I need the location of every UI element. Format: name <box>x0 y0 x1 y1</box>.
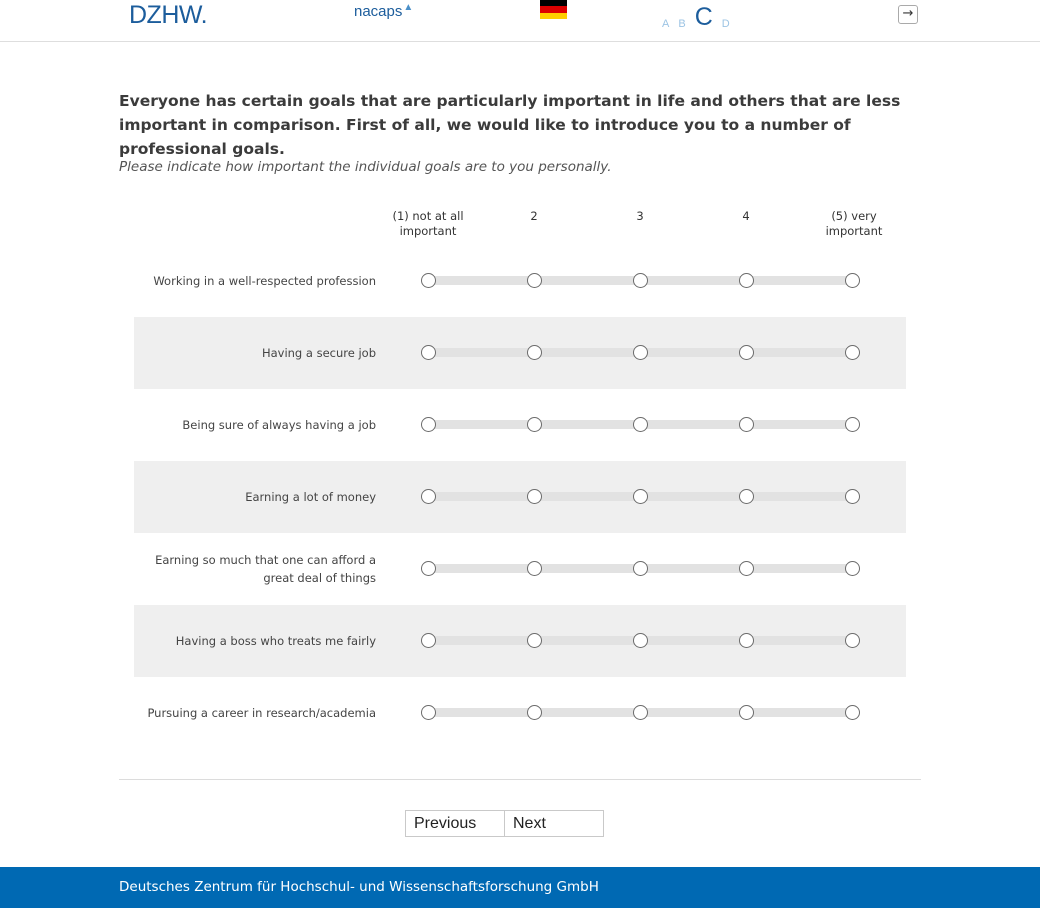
flag-stripe-gold <box>540 13 567 19</box>
radio-option-1[interactable] <box>421 273 436 288</box>
footer-text: Deutsches Zentrum für Hochschul- und Wissenschaftsforschung GmbH <box>119 879 599 895</box>
next-button[interactable]: Next <box>504 810 604 837</box>
item-label: Having a secure job <box>261 346 376 360</box>
radio-option-2[interactable] <box>527 489 542 504</box>
radio-option-1[interactable] <box>421 345 436 360</box>
table-row <box>134 389 906 461</box>
nacaps-logo-text: nacaps <box>354 3 403 20</box>
scale-header-1: (1) not at all important <box>392 209 464 238</box>
radio-option-4[interactable] <box>739 561 754 576</box>
question-intro: Everyone has certain goals that are particularly important in life and others that are less important in comparison. First of all, we would like to introduce you to a number of professional goals. <box>119 92 901 158</box>
item-label: Being sure of always having a job <box>182 418 376 432</box>
font-size-a[interactable]: A <box>662 18 670 30</box>
radio-option-4[interactable] <box>739 705 754 720</box>
radio-option-1[interactable] <box>421 489 436 504</box>
table-row <box>134 461 906 533</box>
footer <box>0 867 1040 908</box>
radio-option-1[interactable] <box>421 633 436 648</box>
font-size-selector <box>662 0 739 30</box>
radio-option-5[interactable] <box>845 345 860 360</box>
table-row <box>134 533 906 605</box>
radio-option-5[interactable] <box>845 489 860 504</box>
divider <box>119 779 921 780</box>
header <box>0 0 1040 42</box>
nacaps-logo[interactable] <box>354 3 412 20</box>
scale-header-4: 4 <box>742 209 750 223</box>
scale-header-2: 2 <box>530 209 538 223</box>
font-size-d[interactable]: D <box>721 18 730 30</box>
radio-option-5[interactable] <box>845 705 860 720</box>
radio-option-1[interactable] <box>421 417 436 432</box>
radio-option-4[interactable] <box>739 633 754 648</box>
exit-icon[interactable]: → <box>898 5 918 24</box>
radio-option-3[interactable] <box>633 633 648 648</box>
radio-option-4[interactable] <box>739 345 754 360</box>
previous-button[interactable]: Previous <box>405 810 505 837</box>
radio-option-1[interactable] <box>421 561 436 576</box>
radio-option-3[interactable] <box>633 705 648 720</box>
table-row <box>134 605 906 677</box>
dzhw-logo[interactable]: DZHW. <box>129 1 208 29</box>
radio-option-2[interactable] <box>527 705 542 720</box>
radio-option-5[interactable] <box>845 417 860 432</box>
radio-option-4[interactable] <box>739 489 754 504</box>
radio-option-3[interactable] <box>633 417 648 432</box>
radio-option-5[interactable] <box>845 561 860 576</box>
german-flag-icon[interactable] <box>540 0 567 19</box>
radio-option-2[interactable] <box>527 417 542 432</box>
radio-option-3[interactable] <box>633 345 648 360</box>
table-row <box>134 317 906 389</box>
question-instruction: Please indicate how important the individual goals are to you personally. <box>119 159 612 175</box>
item-label: Earning a lot of money <box>245 490 376 504</box>
radio-option-2[interactable] <box>527 633 542 648</box>
radio-option-4[interactable] <box>739 417 754 432</box>
radio-option-5[interactable] <box>845 273 860 288</box>
item-label: Having a boss who treats me fairly <box>175 634 376 648</box>
graduation-cap-icon: ▲ <box>403 2 414 13</box>
radio-option-3[interactable] <box>633 489 648 504</box>
radio-option-3[interactable] <box>633 561 648 576</box>
item-label: Working in a well-respected profession <box>153 274 376 288</box>
scale-header-3: 3 <box>636 209 644 223</box>
font-size-b[interactable]: B <box>678 18 686 30</box>
radio-option-5[interactable] <box>845 633 860 648</box>
radio-option-1[interactable] <box>421 705 436 720</box>
font-size-c[interactable]: C <box>694 3 713 31</box>
table-row <box>134 245 906 317</box>
table-row <box>134 677 906 749</box>
item-label: Pursuing a career in research/academia <box>147 706 376 720</box>
radio-option-2[interactable] <box>527 561 542 576</box>
radio-option-2[interactable] <box>527 345 542 360</box>
radio-option-3[interactable] <box>633 273 648 288</box>
scale-header-5: (5) very important <box>825 209 883 238</box>
radio-option-2[interactable] <box>527 273 542 288</box>
radio-option-4[interactable] <box>739 273 754 288</box>
item-label: Earning so much that one can afford a great deal of things <box>155 553 376 585</box>
